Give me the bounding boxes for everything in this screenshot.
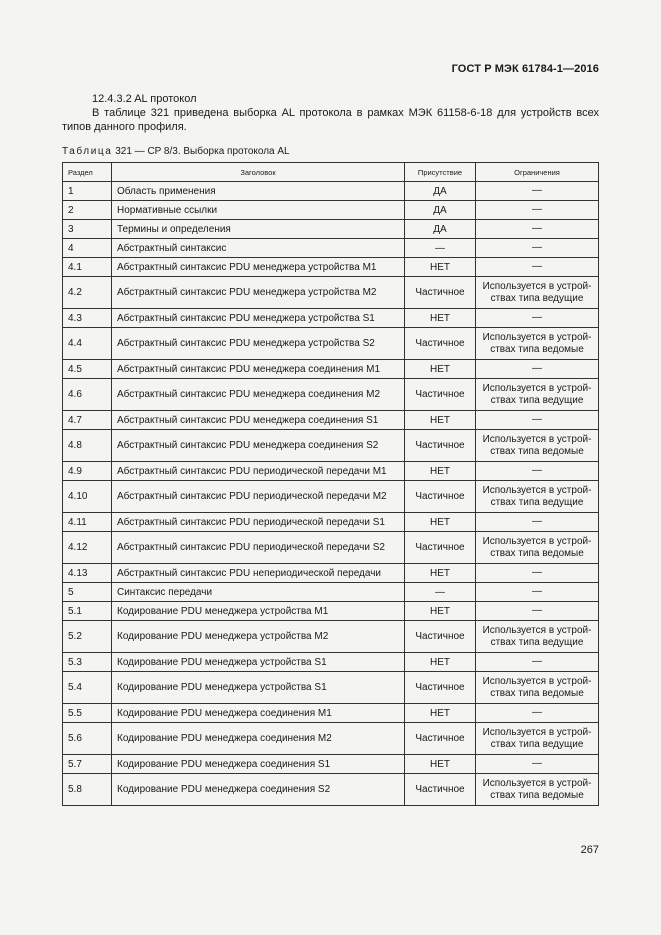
presence-cell: НЕТ bbox=[405, 564, 476, 583]
title-cell: Кодирование PDU менеджера устройства S1 bbox=[112, 672, 405, 704]
section-cell: 5.4 bbox=[63, 672, 112, 704]
table-row bbox=[63, 201, 599, 220]
presence-cell: Частичное bbox=[405, 621, 476, 653]
title-cell: Абстрактный синтаксис PDU менеджера устройства S1 bbox=[112, 309, 405, 328]
presence-cell: ДА bbox=[405, 182, 476, 201]
title-cell: Нормативные ссылки bbox=[112, 201, 405, 220]
section-cell: 2 bbox=[63, 201, 112, 220]
table-caption-label: Таблица bbox=[62, 146, 113, 157]
section-cell: 5.8 bbox=[63, 774, 112, 806]
title-cell: Абстрактный синтаксис PDU менеджера соединения S2 bbox=[112, 430, 405, 462]
section-cell: 5.6 bbox=[63, 723, 112, 755]
table-row bbox=[63, 653, 599, 672]
presence-cell: Частичное bbox=[405, 379, 476, 411]
presence-cell: НЕТ bbox=[405, 462, 476, 481]
limits-cell: — bbox=[476, 182, 599, 201]
title-cell: Кодирование PDU менеджера соединения M1 bbox=[112, 704, 405, 723]
table-row bbox=[63, 774, 599, 806]
section-cell: 4.3 bbox=[63, 309, 112, 328]
title-cell: Кодирование PDU менеджера соединения M2 bbox=[112, 723, 405, 755]
limits-cell: — bbox=[476, 258, 599, 277]
title-cell: Абстрактный синтаксис PDU периодической передачи S1 bbox=[112, 513, 405, 532]
table-row bbox=[63, 513, 599, 532]
title-cell: Область применения bbox=[112, 182, 405, 201]
limits-cell: Используется в устрой-ствах типа ведомые bbox=[476, 430, 599, 462]
presence-cell: ДА bbox=[405, 201, 476, 220]
limits-cell: Используется в устрой-ствах типа ведомые bbox=[476, 672, 599, 704]
title-cell: Кодирование PDU менеджера устройства M1 bbox=[112, 602, 405, 621]
presence-cell: НЕТ bbox=[405, 360, 476, 379]
table-row bbox=[63, 328, 599, 360]
table-row bbox=[63, 277, 599, 309]
limits-cell: — bbox=[476, 201, 599, 220]
limits-cell: — bbox=[476, 411, 599, 430]
section-cell: 1 bbox=[63, 182, 112, 201]
section-cell: 5 bbox=[63, 583, 112, 602]
presence-cell: НЕТ bbox=[405, 411, 476, 430]
title-cell: Абстрактный синтаксис PDU менеджера соединения M2 bbox=[112, 379, 405, 411]
title-cell: Абстрактный синтаксис PDU периодической передачи M2 bbox=[112, 481, 405, 513]
limits-cell: — bbox=[476, 462, 599, 481]
section-cell: 4.11 bbox=[63, 513, 112, 532]
presence-cell: НЕТ bbox=[405, 258, 476, 277]
section-cell: 4.12 bbox=[63, 532, 112, 564]
table-row bbox=[63, 220, 599, 239]
limits-cell: — bbox=[476, 583, 599, 602]
section-cell: 4 bbox=[63, 239, 112, 258]
presence-cell: — bbox=[405, 239, 476, 258]
table-row bbox=[63, 704, 599, 723]
table-row bbox=[63, 411, 599, 430]
table-row bbox=[63, 583, 599, 602]
presence-cell: Частичное bbox=[405, 481, 476, 513]
title-cell: Абстрактный синтаксис PDU менеджера соединения S1 bbox=[112, 411, 405, 430]
table-row bbox=[63, 182, 599, 201]
limits-cell: Используется в устрой-ствах типа ведомые bbox=[476, 532, 599, 564]
page-number: 267 bbox=[580, 844, 599, 856]
table-row bbox=[63, 602, 599, 621]
table-header-row bbox=[63, 163, 599, 182]
presence-cell: НЕТ bbox=[405, 653, 476, 672]
section-paragraph: В таблице 321 приведена выборка AL протокола в рамках МЭК 61158-6-18 для устройств всех типов данного профиля. bbox=[62, 107, 599, 133]
presence-cell: Частичное bbox=[405, 277, 476, 309]
title-cell: Абстрактный синтаксис PDU непериодической передачи bbox=[112, 564, 405, 583]
title-cell: Абстрактный синтаксис PDU периодической передачи S2 bbox=[112, 532, 405, 564]
table-caption-text: 321 — CP 8/3. Выборка протокола AL bbox=[115, 146, 290, 157]
presence-cell: ДА bbox=[405, 220, 476, 239]
presence-cell: Частичное bbox=[405, 532, 476, 564]
column-header-limits: Ограничения bbox=[476, 163, 599, 182]
title-cell: Синтаксис передачи bbox=[112, 583, 405, 602]
presence-cell: НЕТ bbox=[405, 513, 476, 532]
table-row bbox=[63, 239, 599, 258]
title-cell: Кодирование PDU менеджера соединения S2 bbox=[112, 774, 405, 806]
presence-cell: НЕТ bbox=[405, 755, 476, 774]
column-header-presence: Присутствие bbox=[405, 163, 476, 182]
section-cell: 5.5 bbox=[63, 704, 112, 723]
title-cell: Абстрактный синтаксис PDU менеджера устройства M2 bbox=[112, 277, 405, 309]
section-cell: 4.6 bbox=[63, 379, 112, 411]
limits-cell: — bbox=[476, 513, 599, 532]
presence-cell: Частичное bbox=[405, 430, 476, 462]
document-standard-header: ГОСТ Р МЭК 61784-1—2016 bbox=[451, 63, 599, 75]
table-row bbox=[63, 360, 599, 379]
section-cell: 4.2 bbox=[63, 277, 112, 309]
table-row bbox=[63, 672, 599, 704]
title-cell: Абстрактный синтаксис PDU менеджера устройства S2 bbox=[112, 328, 405, 360]
table-row bbox=[63, 564, 599, 583]
limits-cell: — bbox=[476, 653, 599, 672]
column-header-section: Раздел bbox=[63, 163, 112, 182]
title-cell: Абстрактный синтаксис PDU периодической передачи M1 bbox=[112, 462, 405, 481]
presence-cell: НЕТ bbox=[405, 309, 476, 328]
limits-cell: — bbox=[476, 704, 599, 723]
presence-cell: НЕТ bbox=[405, 704, 476, 723]
title-cell: Абстрактный синтаксис PDU менеджера устройства M1 bbox=[112, 258, 405, 277]
limits-cell: Используется в устрой-ствах типа ведущие bbox=[476, 481, 599, 513]
limits-cell: — bbox=[476, 564, 599, 583]
limits-cell: Используется в устрой-ствах типа ведомые bbox=[476, 328, 599, 360]
title-cell: Абстрактный синтаксис PDU менеджера соединения M1 bbox=[112, 360, 405, 379]
limits-cell: — bbox=[476, 602, 599, 621]
limits-cell: Используется в устрой-ствах типа ведущие bbox=[476, 723, 599, 755]
table-body bbox=[63, 182, 599, 806]
section-heading: 12.4.3.2 AL протокол bbox=[92, 93, 197, 105]
section-cell: 4.10 bbox=[63, 481, 112, 513]
presence-cell: Частичное bbox=[405, 328, 476, 360]
limits-cell: Используется в устрой-ствах типа ведущие bbox=[476, 277, 599, 309]
table-row bbox=[63, 379, 599, 411]
table-row bbox=[63, 462, 599, 481]
table-row bbox=[63, 481, 599, 513]
protocol-table bbox=[62, 162, 599, 806]
section-cell: 4.1 bbox=[63, 258, 112, 277]
title-cell: Кодирование PDU менеджера устройства M2 bbox=[112, 621, 405, 653]
table-row bbox=[63, 430, 599, 462]
section-cell: 5.1 bbox=[63, 602, 112, 621]
presence-cell: Частичное bbox=[405, 774, 476, 806]
limits-cell: — bbox=[476, 309, 599, 328]
presence-cell: — bbox=[405, 583, 476, 602]
limits-cell: — bbox=[476, 220, 599, 239]
limits-cell: — bbox=[476, 239, 599, 258]
limits-cell: — bbox=[476, 360, 599, 379]
title-cell: Абстрактный синтаксис bbox=[112, 239, 405, 258]
limits-cell: — bbox=[476, 755, 599, 774]
section-cell: 4.5 bbox=[63, 360, 112, 379]
presence-cell: НЕТ bbox=[405, 602, 476, 621]
section-cell: 3 bbox=[63, 220, 112, 239]
limits-cell: Используется в устрой-ствах типа ведущие bbox=[476, 621, 599, 653]
table-caption bbox=[62, 146, 290, 157]
table-row bbox=[63, 532, 599, 564]
section-cell: 5.7 bbox=[63, 755, 112, 774]
table-row bbox=[63, 309, 599, 328]
section-cell: 5.2 bbox=[63, 621, 112, 653]
section-cell: 5.3 bbox=[63, 653, 112, 672]
section-cell: 4.9 bbox=[63, 462, 112, 481]
title-cell: Термины и определения bbox=[112, 220, 405, 239]
table-row bbox=[63, 258, 599, 277]
presence-cell: Частичное bbox=[405, 672, 476, 704]
table-row bbox=[63, 621, 599, 653]
presence-cell: Частичное bbox=[405, 723, 476, 755]
section-cell: 4.4 bbox=[63, 328, 112, 360]
limits-cell: Используется в устрой-ствах типа ведущие bbox=[476, 379, 599, 411]
limits-cell: Используется в устрой-ствах типа ведомые bbox=[476, 774, 599, 806]
table-row bbox=[63, 723, 599, 755]
title-cell: Кодирование PDU менеджера устройства S1 bbox=[112, 653, 405, 672]
column-header-title: Заголовок bbox=[112, 163, 405, 182]
section-cell: 4.7 bbox=[63, 411, 112, 430]
title-cell: Кодирование PDU менеджера соединения S1 bbox=[112, 755, 405, 774]
table-row bbox=[63, 755, 599, 774]
section-cell: 4.13 bbox=[63, 564, 112, 583]
section-cell: 4.8 bbox=[63, 430, 112, 462]
